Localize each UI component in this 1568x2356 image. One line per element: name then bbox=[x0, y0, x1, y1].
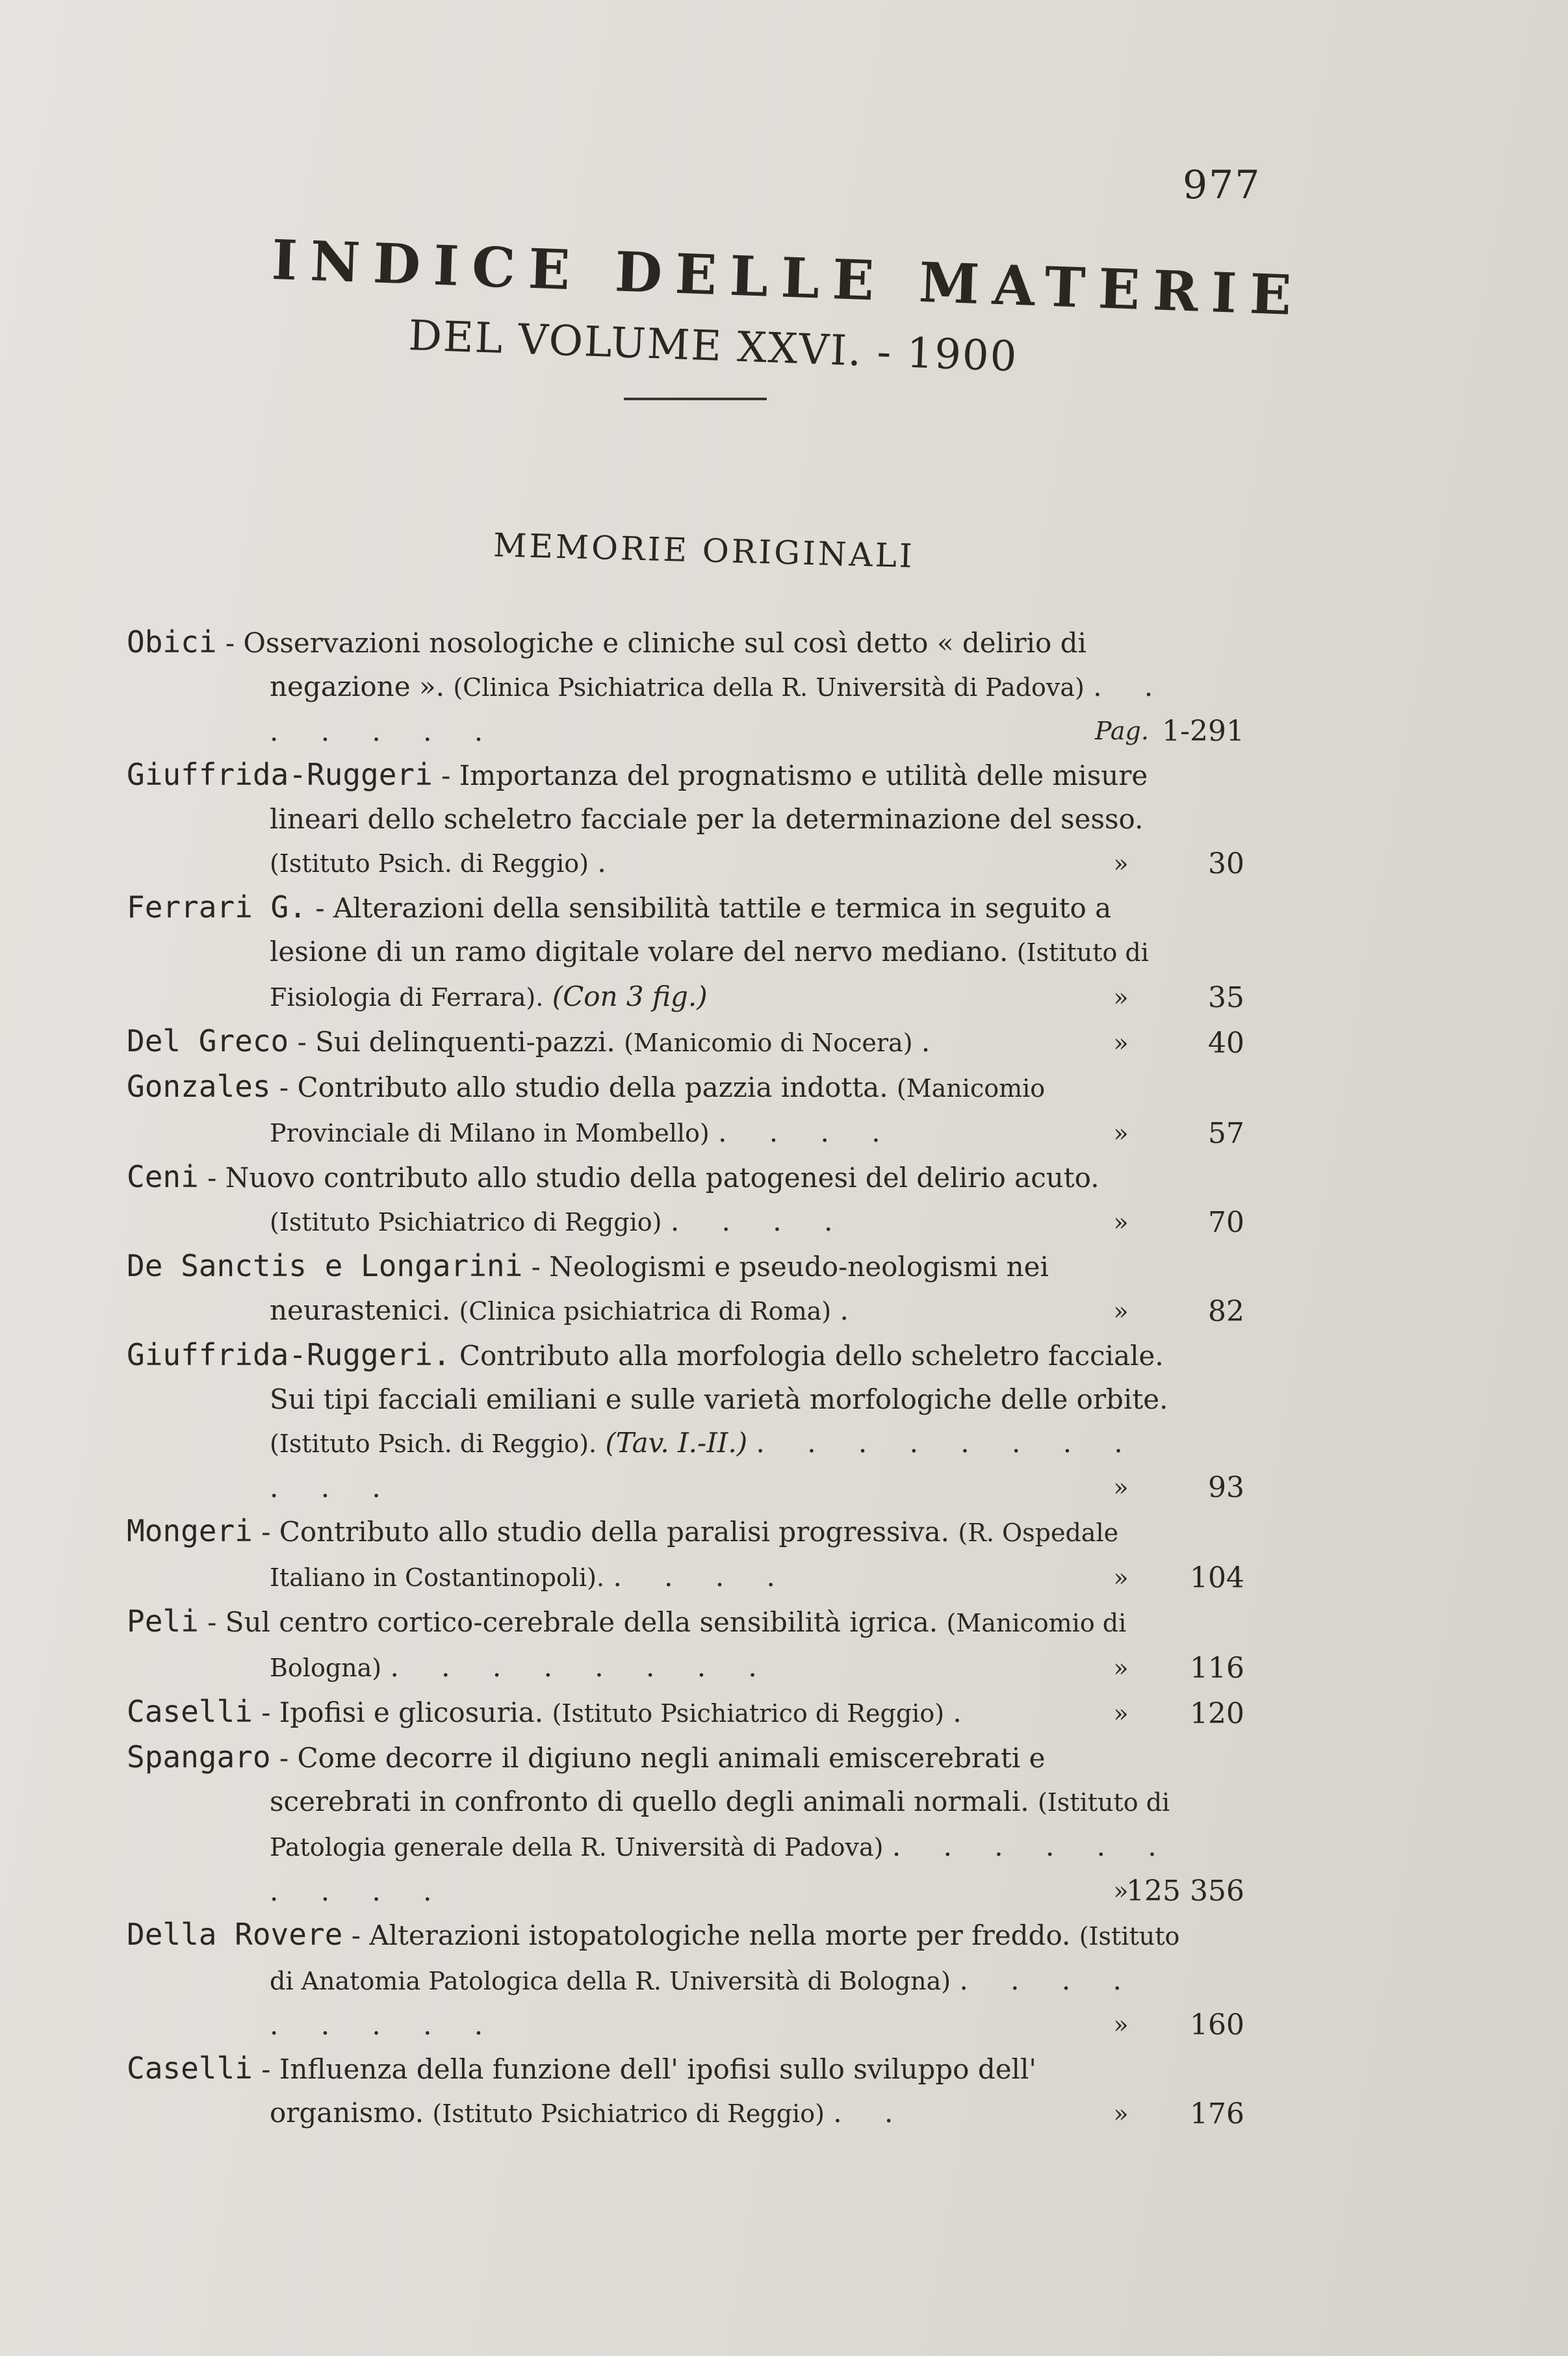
index-entry-mongeri bbox=[127, 1509, 1244, 1600]
entry-institution: (Istituto di Fisiologia di Ferrara). bbox=[270, 938, 1149, 1012]
index-title: INDICE DELLE MATERIE bbox=[270, 227, 1305, 328]
entry-leader-dots: . . . . bbox=[613, 1561, 792, 1593]
page-number: 977 bbox=[1183, 162, 1261, 208]
entry-author: Ceni bbox=[127, 1159, 199, 1194]
entry-page-marker: » bbox=[1113, 2010, 1129, 2039]
entry-title: - Sui delinquenti-pazzi. bbox=[297, 1026, 615, 1058]
entry-institution: (Istituto Psichiatrico di Reggio) bbox=[552, 1699, 945, 1728]
entry-institution: (Istituto Psichiatrico di Reggio) bbox=[270, 1208, 662, 1236]
index-entry-de-sanctis-longarini bbox=[127, 1244, 1244, 1333]
entry-author: Giuffrida-Ruggeri bbox=[127, 757, 433, 792]
index-entry-ferrari bbox=[127, 886, 1244, 1019]
entry-leader-dots: . . bbox=[833, 2097, 910, 2129]
entry-author: Gonzales bbox=[127, 1069, 271, 1104]
entry-page-marker: » bbox=[1113, 1029, 1129, 1057]
entry-page-ref: 35 bbox=[1208, 981, 1244, 1014]
index-entry-caselli-2 bbox=[127, 2047, 1244, 2136]
entry-institution: (Manicomio di Bologna) bbox=[270, 1609, 1127, 1682]
entry-page-marker: » bbox=[1113, 983, 1129, 1012]
entry-page-marker: » bbox=[1113, 1208, 1129, 1236]
entry-page-ref: 82 bbox=[1208, 1295, 1244, 1328]
entry-page-ref: 30 bbox=[1208, 847, 1244, 880]
entry-institution: (Clinica psichiatrica di Roma) bbox=[459, 1297, 832, 1325]
entry-page-marker: » bbox=[1113, 849, 1129, 878]
entry-author: Giuffrida-Ruggeri. bbox=[127, 1337, 451, 1372]
entry-leader-dots: . bbox=[597, 847, 623, 878]
entry-author: Ferrari G. bbox=[127, 890, 307, 925]
index-entry-giuffrida-ruggeri-2 bbox=[127, 1333, 1244, 1509]
entry-title: - Influenza della funzione dell' ipofisi sullo sviluppo dell' organismo. bbox=[261, 2053, 1036, 2129]
index-entry-spangaro bbox=[127, 1735, 1244, 1913]
section-heading: MEMORIE ORIGINALI bbox=[493, 526, 916, 575]
entry-leader-dots: . bbox=[953, 1697, 979, 1728]
entry-author: Caselli bbox=[127, 1694, 253, 1729]
entry-page-marker: » bbox=[1113, 1876, 1129, 1905]
entry-title: - Come decorre il digiuno negli animali emiscerebrati e scerebrati in confronto di quello degli animali normali. bbox=[270, 1742, 1046, 1817]
entry-institution: (Manicomio di Nocera) bbox=[624, 1029, 913, 1057]
entry-institution: (R. Ospedale Italiano in Costantinopoli). bbox=[270, 1518, 1119, 1592]
entry-title: - Alterazioni istopatologiche nella morte per freddo. bbox=[351, 1919, 1071, 1951]
entry-page-ref: 93 bbox=[1208, 1471, 1244, 1504]
entry-title: - Importanza del prognatismo e utilità delle misure lineari dello scheletro facciale per la determinazione del sesso. bbox=[270, 760, 1148, 835]
entry-page-ref: 70 bbox=[1208, 1206, 1244, 1239]
entry-title: - Contributo allo studio della pazzia indotta. bbox=[279, 1071, 888, 1103]
index-entry-obici bbox=[127, 621, 1244, 753]
entry-page-ref: 176 bbox=[1190, 2097, 1244, 2131]
entry-author: Obici bbox=[127, 624, 217, 659]
entry-figures-note: (Con 3 fig.) bbox=[552, 980, 708, 1012]
entry-page-ref: 160 bbox=[1190, 2008, 1244, 2042]
entry-leader-dots: . . . . . . . . . bbox=[270, 1964, 1138, 2041]
entry-institution: (Istituto Psichiatrico di Reggio) bbox=[432, 2099, 825, 2128]
entry-leader-dots: . . . . . . . . . . . bbox=[270, 1427, 1140, 1504]
entry-page-ref: 116 bbox=[1190, 1652, 1244, 1685]
entry-page-ref: 104 bbox=[1190, 1561, 1244, 1594]
entry-title: - Sul centro cortico-cerebrale della sensibilità igrica. bbox=[207, 1606, 938, 1638]
entry-author: Della Rovere bbox=[127, 1917, 343, 1952]
entry-author: Caselli bbox=[127, 2051, 253, 2086]
index-entry-gonzales bbox=[127, 1065, 1244, 1155]
title-rule-divider bbox=[624, 398, 767, 400]
index-entry-caselli-1 bbox=[127, 1690, 1244, 1735]
entry-institution: (Clinica Psichiatrica della R. Università di Padova) bbox=[453, 673, 1085, 702]
entry-author: Peli bbox=[127, 1604, 199, 1639]
entry-page-ref: 40 bbox=[1208, 1027, 1244, 1060]
entry-page-ref: 57 bbox=[1208, 1117, 1244, 1150]
entry-title: - Ipofisi e glicosuria. bbox=[261, 1697, 544, 1728]
entry-institution: (Manicomio Provinciale di Milano in Mombello) bbox=[270, 1074, 1046, 1147]
entry-title: Contributo alla morfologia dello scheletro facciale. Sui tipi facciali emiliani e sulle varietà morfologiche delle orbite. bbox=[270, 1340, 1168, 1415]
entry-leader-dots: . bbox=[840, 1294, 866, 1326]
entry-title: - Contributo allo studio della paralisi progressiva. bbox=[261, 1516, 950, 1548]
entry-leader-dots: . bbox=[921, 1026, 947, 1058]
entry-page-marker: » bbox=[1113, 1297, 1129, 1325]
entry-institution: (Istituto di Patologia generale della R. Università di Padova) bbox=[270, 1788, 1170, 1862]
entry-leader-dots: . . . . . . . bbox=[270, 671, 1170, 747]
entry-page-marker: » bbox=[1113, 1473, 1129, 1502]
entry-author: Spangaro bbox=[127, 1739, 271, 1774]
index-entry-giuffrida-ruggeri-1 bbox=[127, 753, 1244, 886]
entry-institution: (Istituto Psich. di Reggio). bbox=[270, 1429, 597, 1458]
entry-title: - Osservazioni nosologiche e cliniche sul così detto « delirio di negazione ». bbox=[225, 627, 1086, 702]
entry-page-ref: 1-291 bbox=[1162, 715, 1244, 748]
index-entry-ceni bbox=[127, 1155, 1244, 1244]
entry-page-marker: » bbox=[1113, 1654, 1129, 1682]
entry-author: De Sanctis e Longarini bbox=[127, 1248, 523, 1283]
entry-plates-note: (Tav. I.-II.) bbox=[605, 1427, 748, 1459]
volume-subtitle: DEL VOLUME XXVI. - 1900 bbox=[407, 312, 1019, 381]
entry-page-marker: » bbox=[1113, 1699, 1129, 1728]
entry-leader-dots: . . . . . . . . . . bbox=[270, 1830, 1174, 1907]
index-entry-peli bbox=[127, 1600, 1244, 1690]
entry-institution: (Istituto Psich. di Reggio) bbox=[270, 849, 589, 878]
entry-leader-dots: . . . . bbox=[670, 1205, 850, 1237]
entry-page-marker: » bbox=[1113, 1563, 1129, 1592]
entry-page-marker: » bbox=[1113, 1119, 1129, 1147]
entry-page-marker: Pag. bbox=[1095, 717, 1149, 745]
index-entry-del-greco bbox=[127, 1019, 1244, 1065]
index-entries-list bbox=[127, 621, 1244, 2136]
entry-page-marker: » bbox=[1113, 2099, 1129, 2128]
entry-author: Del Greco bbox=[127, 1023, 289, 1058]
entry-title: - Nuovo contributo allo studio della patogenesi del delirio acuto. bbox=[207, 1162, 1099, 1194]
entry-title: - Neologismi e pseudo-neologismi nei neurastenici. bbox=[270, 1251, 1049, 1326]
entry-title: - Alterazioni della sensibilità tattile e termica in seguito a lesione di un ramo digitale volare del nervo mediano. bbox=[270, 892, 1112, 967]
index-entry-della-rovere bbox=[127, 1913, 1244, 2047]
entry-page-ref: 125 356 bbox=[1126, 1875, 1244, 1908]
entry-leader-dots: . . . . bbox=[718, 1116, 897, 1148]
entry-institution: (Istituto di Anatomia Patologica della R. Università di Bologna) bbox=[270, 1922, 1180, 1995]
entry-leader-dots: . . . . . . . . bbox=[390, 1651, 774, 1683]
entry-page-ref: 120 bbox=[1190, 1697, 1244, 1730]
entry-author: Mongeri bbox=[127, 1513, 253, 1548]
